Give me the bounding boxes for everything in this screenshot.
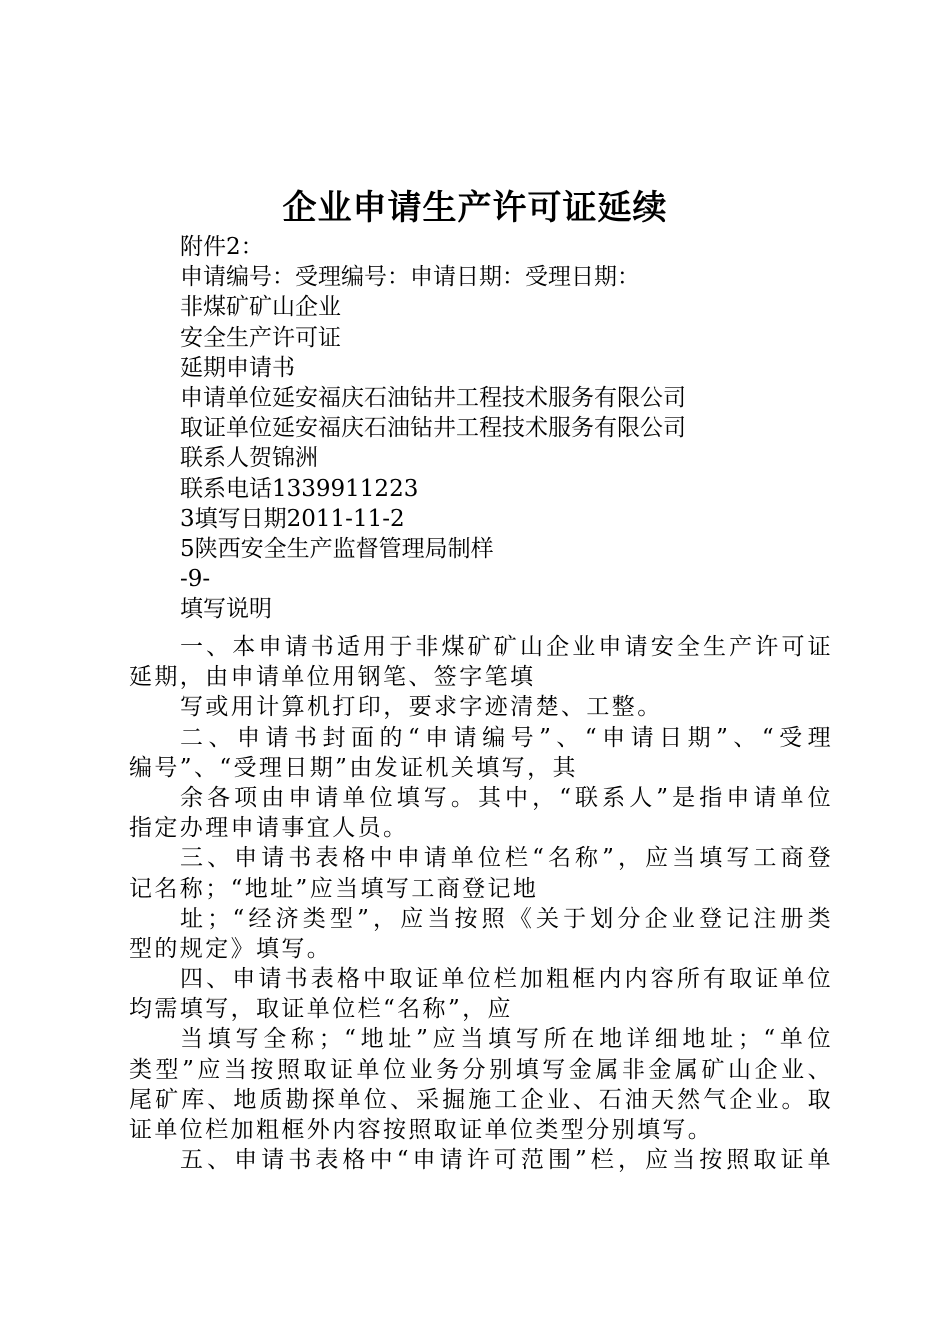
instructions-body xyxy=(129,632,833,1175)
cover-section xyxy=(180,232,880,624)
application-number-line: 申请编号：受理编号：申请日期：受理日期： xyxy=(180,264,640,291)
paragraph-line: 尾矿库、地质勘探单位、采掘施工企业、石油天然气企业。取 xyxy=(129,1086,833,1113)
paragraph-line: 证单位栏加粗框外内容按照取证单位类型分别填写。 xyxy=(129,1117,714,1143)
document-title: 企业申请生产许可证延续 xyxy=(282,188,668,228)
fill-date-line: 3填写日期2011-11-2 xyxy=(180,505,405,532)
cover-heading-line: 非煤矿矿山企业 xyxy=(180,294,341,321)
contact-phone-line: 联系电话1339911223 xyxy=(180,475,419,502)
cover-heading-line: 安全生产许可证 xyxy=(180,324,341,351)
paragraph-line: 写或用计算机打印，要求字迹清楚、工整。 xyxy=(180,694,663,721)
paragraph-line: 二、申请书封面的“申请编号”、“申请日期”、“受理 xyxy=(180,724,833,751)
certified-unit-line: 取证单位延安福庆石油钻井工程技术服务有限公司 xyxy=(180,415,686,442)
paragraph-line: 类型”应当按照取证单位业务分别填写金属非金属矿山企业、 xyxy=(129,1056,833,1083)
paragraph-line: 型的规定》填写。 xyxy=(129,935,333,962)
contact-person-line: 联系人贺锦洲 xyxy=(180,445,318,472)
paragraph-line: 延期，由申请单位用钢笔、签字笔填 xyxy=(129,664,536,691)
paragraph-line: 三、申请书表格中申请单位栏“名称”，应当填写工商登 xyxy=(180,845,833,872)
paragraph-line: 五、申请书表格中“申请许可范围”栏，应当按照取证单 xyxy=(180,1147,833,1174)
paragraph-line: 四、申请书表格中取证单位栏加粗框内内容所有取证单位 xyxy=(180,966,833,993)
issuer-line: 5陕西安全生产监督管理局制样 xyxy=(180,535,494,562)
paragraph-line: 编号”、“受理日期”由发证机关填写，其 xyxy=(129,754,578,781)
applicant-unit-line: 申请单位延安福庆石油钻井工程技术服务有限公司 xyxy=(180,384,686,411)
paragraph-line: 址；“经济类型”，应当按照《关于划分企业登记注册类 xyxy=(180,905,833,932)
attachment-label: 附件2： xyxy=(180,234,264,260)
page-number: -9- xyxy=(180,566,211,593)
paragraph-line: 一、本申请书适用于非煤矿矿山企业申请安全生产许可证 xyxy=(180,634,833,660)
paragraph-line: 指定办理申请事宜人员。 xyxy=(129,815,409,842)
paragraph-line: 余各项由申请单位填写。其中，“联系人”是指申请单位 xyxy=(180,784,833,811)
paragraph-line: 当填写全称；“地址”应当填写所在地详细地址；“单位 xyxy=(180,1026,833,1053)
instructions-heading: 填写说明 xyxy=(180,596,272,623)
paragraph-line: 均需填写，取证单位栏“名称”，应 xyxy=(129,996,513,1023)
paragraph-line: 记名称；“地址”应当填写工商登记地 xyxy=(129,875,539,902)
cover-heading-line: 延期申请书 xyxy=(180,354,295,381)
